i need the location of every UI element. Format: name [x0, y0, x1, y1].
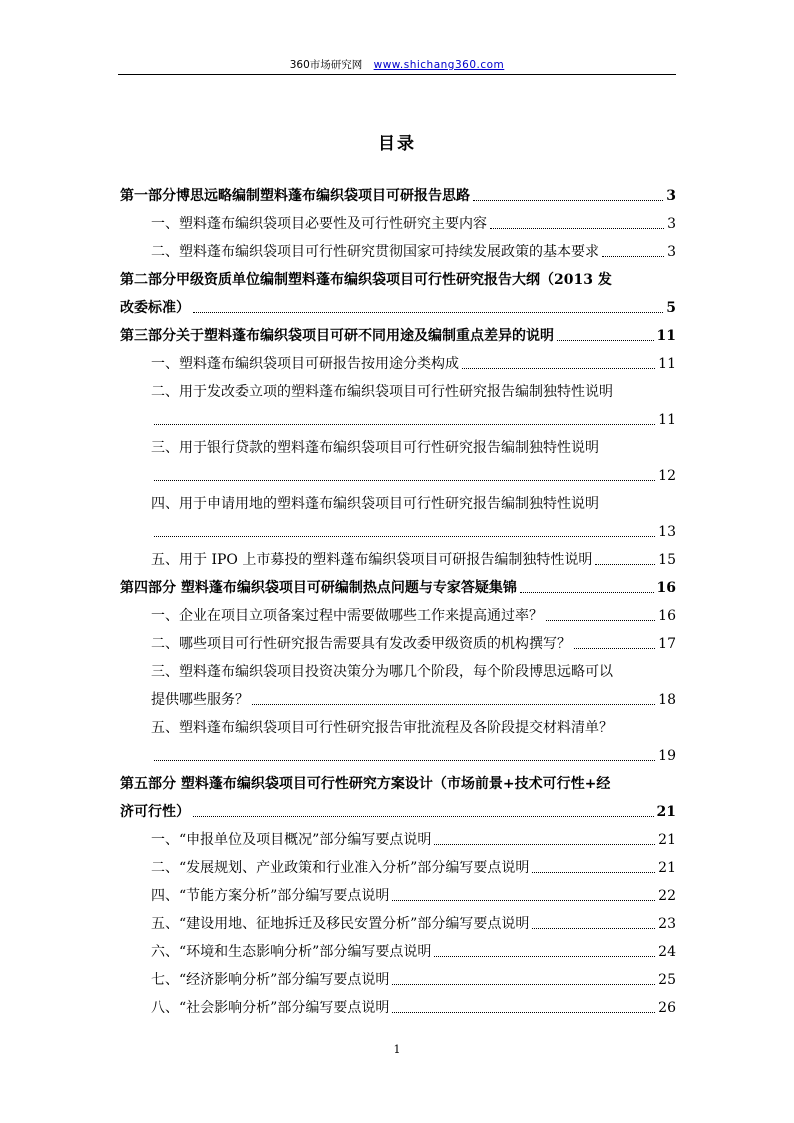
toc-entry[interactable]	[120, 996, 676, 1020]
toc-entry[interactable]	[120, 800, 676, 824]
toc-leader-dots	[490, 228, 664, 229]
toc-title: 目录	[378, 134, 416, 154]
toc-entry-text: 第五部分 塑料蓬布编织袋项目可行性研究方案设计（市场前景+技术可行性+经	[120, 776, 611, 792]
toc-entry-text: 四、用于申请用地的塑料蓬布编织袋项目可行性研究报告编制独特性说明	[151, 496, 599, 512]
header-divider	[118, 74, 676, 75]
toc-entry[interactable]	[120, 576, 676, 600]
toc-entry-text: 一、“申报单位及项目概况”部分编写要点说明	[151, 832, 432, 848]
toc-entry[interactable]	[120, 716, 676, 740]
toc-page-number: 23	[658, 916, 676, 932]
toc-entry-text: 提供哪些服务？	[151, 692, 249, 708]
toc-page-number: 18	[658, 692, 676, 708]
toc-entry[interactable]	[120, 548, 676, 572]
toc-leader-dots	[434, 844, 655, 845]
toc-page-number: 5	[666, 300, 676, 316]
toc-page-number: 3	[667, 216, 676, 232]
toc-entry[interactable]	[120, 520, 676, 544]
toc-entry[interactable]	[120, 884, 676, 908]
toc-leader-dots	[473, 200, 663, 201]
toc-entry-text: 第三部分关于塑料蓬布编织袋项目可研不同用途及编制重点差异的说明	[120, 328, 554, 344]
site-url-link[interactable]: www.shichang360.com	[373, 59, 505, 71]
toc-page-number: 11	[658, 412, 676, 428]
toc-entry-text: 济可行性）	[120, 804, 190, 820]
toc-entry[interactable]	[120, 828, 676, 852]
toc-entry[interactable]	[120, 912, 676, 936]
toc-entry[interactable]	[120, 604, 676, 628]
toc-entry[interactable]	[120, 464, 676, 488]
toc-entry-text: 改委标准）	[120, 300, 190, 316]
toc-entry-text: 七、“经济影响分析”部分编写要点说明	[151, 972, 390, 988]
toc-page-number: 15	[658, 552, 676, 568]
toc-leader-dots	[193, 312, 663, 313]
toc-entry-text: 五、塑料蓬布编织袋项目可行性研究报告审批流程及各阶段提交材料清单？	[151, 720, 613, 736]
toc-page-number: 22	[658, 888, 676, 904]
toc-page-number: 3	[666, 188, 676, 204]
toc-page-number: 12	[658, 468, 676, 484]
toc-page-number: 21	[658, 860, 676, 876]
toc-entry[interactable]	[120, 660, 676, 684]
toc-page-number: 13	[658, 524, 676, 540]
toc-entry[interactable]	[120, 688, 676, 712]
toc-entry[interactable]	[120, 268, 676, 292]
toc-leader-dots	[595, 564, 655, 565]
toc-entry-text: 第二部分甲级资质单位编制塑料蓬布编织袋项目可行性研究报告大纲（2013 发	[120, 272, 612, 288]
toc-entry-text: 五、“建设用地、征地拆迁及移民安置分析”部分编写要点说明	[151, 916, 530, 932]
toc-leader-dots	[392, 900, 655, 901]
site-name: 360市场研究网	[289, 59, 363, 71]
toc-entry-text: 一、塑料蓬布编织袋项目必要性及可行性研究主要内容	[151, 216, 487, 232]
toc-leader-dots	[462, 368, 655, 369]
toc-leader-dots	[392, 1012, 655, 1013]
toc-page-number: 16	[656, 580, 676, 596]
toc-leader-dots	[154, 424, 655, 425]
toc-leader-dots	[193, 816, 654, 817]
toc-entry-text: 四、“节能方案分析”部分编写要点说明	[151, 888, 390, 904]
toc-leader-dots	[434, 956, 655, 957]
toc-page-number: 26	[658, 1000, 676, 1016]
toc-leader-dots	[546, 620, 655, 621]
toc-entry-text: 二、用于发改委立项的塑料蓬布编织袋项目可行性研究报告编制独特性说明	[151, 384, 613, 400]
toc-entry[interactable]	[120, 240, 676, 264]
toc-leader-dots	[520, 592, 654, 593]
toc-entry-text: 二、塑料蓬布编织袋项目可行性研究贯彻国家可持续发展政策的基本要求	[151, 244, 599, 260]
toc-page-number: 21	[658, 832, 676, 848]
toc-entry[interactable]	[120, 856, 676, 880]
toc-leader-dots	[557, 340, 654, 341]
toc-entry[interactable]	[120, 772, 676, 796]
toc-entry-text: 八、“社会影响分析”部分编写要点说明	[151, 1000, 390, 1016]
toc-entry-text: 第一部分博思远略编制塑料蓬布编织袋项目可研报告思路	[120, 188, 470, 204]
toc-leader-dots	[532, 928, 655, 929]
toc-entry[interactable]	[120, 380, 676, 404]
toc-leader-dots	[574, 648, 655, 649]
toc-entry[interactable]	[120, 184, 676, 208]
toc-leader-dots	[154, 760, 655, 761]
toc-page-number: 17	[658, 636, 676, 652]
toc-page-number: 11	[656, 328, 676, 344]
toc-page-number: 16	[658, 608, 676, 624]
page-number: 1	[393, 1043, 401, 1056]
page-header	[118, 57, 676, 72]
toc-entry[interactable]	[120, 940, 676, 964]
toc-page-number: 25	[658, 972, 676, 988]
toc-entry[interactable]	[120, 744, 676, 768]
toc-entry[interactable]	[120, 324, 676, 348]
toc-entry[interactable]	[120, 296, 676, 320]
toc-leader-dots	[252, 704, 655, 705]
toc-entry[interactable]	[120, 492, 676, 516]
toc-leader-dots	[602, 256, 664, 257]
toc-entry[interactable]	[120, 408, 676, 432]
toc-entry-text: 二、“发展规划、产业政策和行业准入分析”部分编写要点说明	[151, 860, 530, 876]
toc-page-number: 3	[667, 244, 676, 260]
toc-leader-dots	[392, 984, 655, 985]
toc-entry-text: 一、企业在项目立项备案过程中需要做哪些工作来提高通过率？	[151, 608, 543, 624]
toc-entry[interactable]	[120, 436, 676, 460]
toc-leader-dots	[154, 536, 655, 537]
toc-entry-text: 第四部分 塑料蓬布编织袋项目可研编制热点问题与专家答疑集锦	[120, 580, 517, 596]
toc-page-number: 21	[656, 804, 676, 820]
toc-entry-text: 六、“环境和生态影响分析”部分编写要点说明	[151, 944, 432, 960]
toc-entry-text: 二、哪些项目可行性研究报告需要具有发改委甲级资质的机构撰写？	[151, 636, 571, 652]
toc-page-number: 24	[658, 944, 676, 960]
toc-entry-text: 一、塑料蓬布编织袋项目可研报告按用途分类构成	[151, 356, 459, 372]
toc-leader-dots	[154, 480, 655, 481]
toc-entry[interactable]	[120, 968, 676, 992]
toc-entry-text: 五、用于 IPO 上市募投的塑料蓬布编织袋项目可研报告编制独特性说明	[151, 552, 593, 568]
toc-entry[interactable]	[120, 632, 676, 656]
toc-entry-text: 三、塑料蓬布编织袋项目投资决策分为哪几个阶段，每个阶段博思远略可以	[151, 664, 613, 680]
toc-leader-dots	[532, 872, 655, 873]
toc-entry-text: 三、用于银行贷款的塑料蓬布编织袋项目可行性研究报告编制独特性说明	[151, 440, 599, 456]
toc-page-number: 11	[658, 356, 676, 372]
toc-entry[interactable]	[120, 352, 676, 376]
toc-page-number: 19	[658, 748, 676, 764]
toc-entry[interactable]	[120, 212, 676, 236]
